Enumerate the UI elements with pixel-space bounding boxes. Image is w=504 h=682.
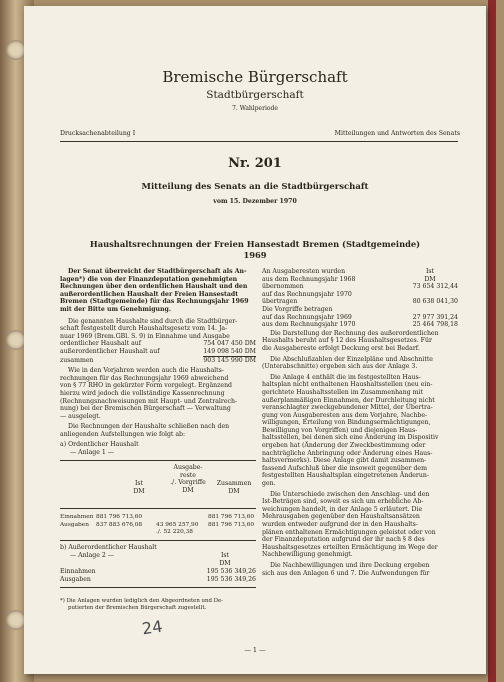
table-b-bottom-rule (60, 587, 256, 588)
header-rule (60, 141, 458, 142)
budget-value: 149 098 540 DM (203, 347, 256, 355)
extraordinary-paragraph (262, 330, 458, 353)
carryover-row (262, 283, 458, 291)
text-line: Die Abschlußzahlen der Einzelpläne und Abschnitte (270, 355, 433, 363)
text-line: — ausgelegt. (60, 412, 101, 420)
table-row (60, 529, 256, 537)
text-line: — Anlage 2 — (70, 551, 114, 559)
folder-edge (488, 0, 496, 682)
row-ist: 195 536 349,26 (206, 568, 256, 575)
row-label: aus dem Rechnungsjahr 1970 (262, 321, 356, 329)
table-a-total-header (212, 480, 256, 495)
closing-paragraph (60, 423, 256, 438)
text-line: haltsstellen, bei denen sich eine Änderung im Dispositiv (262, 434, 439, 442)
text-line: putierten der Bremischen Bürgerschaft zugestellt. (68, 604, 207, 611)
text-line: gung von Ausgaberesten aus dem Vorjahre, Nachbe- (262, 411, 428, 419)
division-type: Mitteilungen und Antworten des Senats (334, 130, 460, 137)
column-header: DM (424, 275, 436, 283)
text-line: nuar 1969 (Brem.GBl. S. 9) in Einnahme und Ausgabe (60, 332, 230, 340)
text-line: gen. (262, 480, 276, 488)
row-label: Die Vorgriffe betragen (262, 305, 333, 313)
budget-label: ordentlicher Haushalt auf (60, 340, 142, 348)
text-line: von § 77 RHO in gekürzter Form vorgelegt. Ergänzend (60, 382, 233, 390)
row-value: 73 654 312,44 (412, 283, 458, 291)
text-line: außerordentlichen Haushalt der Freien Hansestadt (60, 290, 239, 298)
budget-table (60, 340, 256, 364)
table-b-header (194, 552, 256, 567)
column-header (164, 479, 212, 487)
text-line: Bewilligung von Vorgriffen) und diejenigen Haus- (262, 426, 418, 434)
chamber-subtitle: Stadtbürgerschaft (206, 89, 304, 101)
row-label: Ausgaben (60, 575, 91, 583)
legislative-period: 7. Wahlperiode (232, 105, 278, 112)
carryover-row (262, 306, 458, 314)
binder-ring (6, 330, 26, 350)
text-line: b) Außerordentlicher Haushalt (60, 544, 157, 551)
row-reste (156, 514, 208, 522)
text-line: (Rechnungsnachweisungen mit Haupt- und Zentralrech- (60, 397, 238, 405)
table-row (60, 576, 256, 584)
text-line: Die Unterschiede zwischen den Anschlag- und den (270, 490, 430, 498)
parliament-title: Bremische Bürgerschaft (162, 68, 348, 86)
text-line: fassend Aufschluß über die insoweit gegenüber dem (262, 464, 427, 472)
row-value: 25 464 798,18 (412, 321, 458, 329)
text-line: veranschlagter zweckgebundener Mittel, der Übertra- (262, 404, 433, 412)
text-line: nung) bei der Bremischen Bürgerschaft — Verwaltung (60, 405, 231, 413)
row-label: An Ausgaberesten wurden (262, 268, 346, 275)
text-line: außerplanmäßigen Einnahmen, der Durchleitung nicht (262, 396, 435, 404)
column-header: Ist (134, 480, 144, 487)
binder-ring (6, 40, 26, 60)
right-column (262, 268, 458, 577)
table-row (60, 522, 256, 530)
text-line: hierzu wird jedoch die vollständige Kassenrechnung (60, 389, 225, 397)
row-value: 27 977 391,24 (412, 313, 458, 321)
text-line: *) Die Anlagen wurden lediglich den Abgeordneten und De- (60, 598, 224, 604)
column-header: reste (180, 471, 196, 479)
row-ist: 195 536 349,26 (206, 575, 256, 583)
budget-paragraph (60, 318, 256, 341)
carryover-row (262, 298, 458, 306)
text-line: mit der Bitte um Genehmigung. (60, 305, 172, 313)
row-label: übernommen (262, 283, 304, 291)
text-line: plänen enthaltenen Ermächtigungen geleistet oder von (262, 528, 436, 536)
page-number: — 1 — (244, 646, 266, 654)
annex3-paragraph (262, 356, 458, 371)
row-label: Einnahmen (60, 514, 94, 520)
text-line: haltsplan nicht enthaltenen Haushaltsstellen (neu ein- (262, 381, 433, 389)
row-label: aus dem Rechnungsjahr 1968 (262, 275, 356, 283)
table-a-reste-header (164, 464, 212, 494)
ordinary-budget-label (60, 441, 256, 456)
document-date: vom 15. Dezember 1970 (213, 198, 297, 205)
text-line: Haushaltsgesetzes erteilten Ermächtigung im Wege der (262, 543, 438, 551)
budget-value: 754 047 450 DM (203, 340, 256, 348)
text-line: weichungen handelt, in der Anlage 5 erläutert. Die (262, 505, 423, 513)
column-header: DM (219, 559, 231, 567)
text-line: Der Senat überreicht der Stadtbürgerschaft als An- (68, 268, 247, 275)
carryover-header (402, 268, 458, 283)
carryover-table (262, 268, 458, 329)
text-line: ergeben hat (Änderung der Zweckbestimmung oder (262, 442, 426, 450)
left-column (60, 268, 256, 457)
row-ist: 881 796 713,60 (96, 514, 143, 520)
text-line: gerichtete Haushaltsstellen im Zusammenhang mit (262, 388, 423, 396)
text-line: Die Darstellung der Rechnung des außerordentlichen (270, 329, 439, 337)
row-ist: 837 883 676,08 (96, 521, 143, 528)
text-line: anliegenden Aufstellungen wie folgt ab: (60, 430, 186, 438)
column-header-text: Vorgriffe (178, 479, 206, 487)
text-line: lagen*) die von der Finanzdeputation genehmigten (60, 275, 238, 283)
column-header: Zusammen (216, 480, 252, 487)
column-header: DM (133, 487, 145, 495)
annex6-paragraph (262, 562, 458, 577)
binder-ring (6, 610, 26, 630)
text-line: a) Ordentlicher Haushalt (60, 441, 139, 449)
text-line: Die Anlage 4 enthält die im festgestellten Haus- (270, 373, 421, 381)
row-label: auf das Rechnungsjahr 1969 (262, 313, 352, 321)
budget-row (60, 357, 256, 365)
document-number: Nr. 201 (228, 156, 282, 171)
text-line: festgestellten Haushaltsplan eingetretenen Änderun- (262, 472, 429, 480)
column-header: Ausgabe- (173, 464, 203, 471)
budget-label: zusammen (60, 356, 94, 364)
column-header: Ist (425, 268, 435, 275)
row-label: Ausgaben (60, 521, 89, 528)
text-line: die Ausgabereste erfolgt Deckung erst bei Bedarf. (262, 344, 420, 352)
annex5-paragraph (262, 491, 458, 559)
document-page (24, 6, 486, 674)
text-line: willigungen, Erteilung von Bindungsermächtigungen, (262, 419, 431, 427)
row-label: übertragen (262, 298, 298, 306)
table-b-body (60, 568, 256, 583)
section-title: Haushaltsrechnungen der Freien Hansestadt Bremen (Stadtgemeinde) (89, 239, 421, 249)
text-line: der Finanzdeputation aufgrund der ihr nach § 8 des (262, 536, 425, 544)
document-heading: Mitteilung des Senats an die Stadtbürgerschaft (141, 182, 369, 192)
intro-paragraph (60, 268, 256, 314)
text-line: schaft festgestellt durch Haushaltsgesetz vom 14. Ja- (60, 325, 228, 333)
budget-label: außerordentlicher Haushalt auf (60, 347, 160, 355)
table-a-ist-header (114, 480, 164, 495)
text-line: Mehrausgaben gegenüber den Haushaltsansätzen (262, 513, 420, 521)
text-line: Die genannten Haushalte sind durch die Stadtbürger- (68, 317, 238, 325)
carryover-row (262, 291, 458, 299)
text-line: rechnungen für das Rechnungsjahr 1969 abweichend (60, 374, 229, 382)
minus-sign: ./. (170, 479, 177, 487)
carryover-row (262, 321, 458, 329)
table-a-body (60, 514, 256, 537)
division-label: Drucksachenabteilung I (60, 130, 136, 137)
column-header: DM (182, 486, 194, 494)
column-header: Ist (220, 552, 230, 559)
text-line: — Anlage 1 — (70, 449, 114, 457)
table-a-mid-rule (60, 508, 256, 509)
row-total: 881 796 713,60 (208, 514, 255, 520)
table-row (60, 514, 256, 522)
rho-paragraph (60, 367, 256, 420)
text-line: Die Nachbewilligungen und ihre Deckung ergeben (270, 561, 430, 569)
budget-row (60, 340, 256, 348)
text-line: Ist-Beträgen sind, soweit es sich um erhebliche Ab- (262, 498, 424, 506)
row-reste: 43 965 257,90 (156, 521, 199, 528)
carryover-row (262, 314, 458, 322)
row-value: 80 638 041,30 (412, 298, 458, 306)
table-row (60, 568, 256, 576)
annex4-paragraph (262, 374, 458, 488)
table-a-bottom-rule (60, 540, 256, 541)
section-year: 1969 (243, 250, 267, 260)
row-total: 881 796 713,60 (208, 521, 255, 528)
text-line: haltsvermerks). Diese Anlage gibt damit zusammen- (262, 457, 427, 465)
handwritten-number: 24 (140, 616, 164, 639)
budget-row (60, 348, 256, 357)
table-a-top-rule (60, 460, 256, 461)
text-line: Bremen (Stadtgemeinde) für das Rechnungsjahr 1969 (60, 298, 249, 306)
budget-value: 903 145 990 DM (203, 356, 256, 364)
text-line: Rechnungen über den ordentlichen Haushalt und den (60, 283, 248, 291)
row-label: auf das Rechnungsjahr 1970 (262, 290, 352, 298)
minus-sign: ./. (156, 529, 162, 536)
text-line: Nachbewilligung genehmigt. (262, 551, 353, 559)
text-line: (Unterabschnitte) ergeben sich aus der Anlage 3. (262, 363, 418, 371)
text-line: wurden entweder aufgrund der in den Haushalts- (262, 521, 418, 528)
text-line: Die Rechnungen der Haushalte schließen nach den (68, 423, 230, 431)
text-line: nachträgliche Anbringung oder Änderung eines Haus- (262, 449, 433, 457)
row-vorgriff: 52 220,38 (163, 529, 193, 536)
row-label: Einnahmen (60, 568, 96, 575)
text-line: Wie in den Vorjahren werden auch die Haushalts- (68, 367, 224, 375)
text-line: sich aus den Anlagen 6 und 7. Die Aufwendungen für (262, 569, 430, 577)
text-line: Haushalts beruht auf § 12 des Haushaltsgesetzes. Für (262, 337, 432, 345)
extraordinary-budget-label (60, 544, 157, 559)
column-header: DM (228, 487, 240, 495)
footnote (60, 598, 256, 611)
